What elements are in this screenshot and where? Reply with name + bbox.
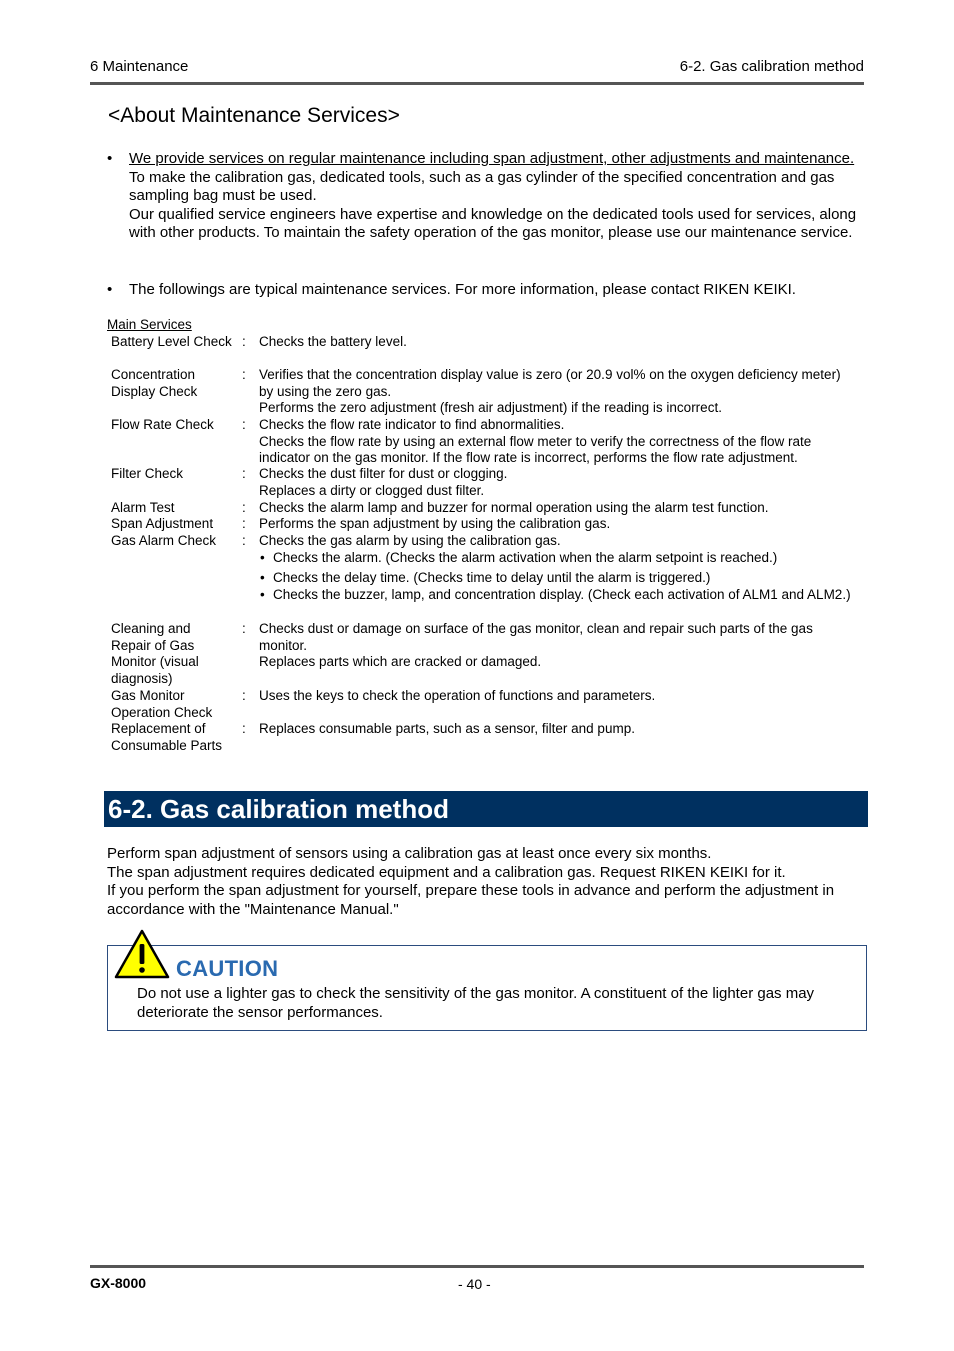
service-desc: Replaces consumable parts, such as a sensor, filter and pump. [259,721,635,736]
footer-rule [90,1265,864,1268]
section-paragraph: The span adjustment requires dedicated equipment and a calibration gas. Request RIKEN KEIKI for it. [107,863,786,881]
service-sub-item: • Checks the delay time. (Checks time to delay until the alarm is triggered.) [259,570,856,587]
footer-page-number: - 40 - [458,1276,491,1292]
service-desc: Replaces a dirty or clogged dust filter. [259,482,485,498]
header-chapter: 6 Maintenance [90,58,189,75]
header-rule [90,82,864,85]
service-name: Concentration Display Check [111,367,198,399]
about-bullet-1-underlined: We provide services on regular maintenance including span adjustment, other adjustments and maintenance. [129,150,855,167]
about-bullet-1-line2: To make the calibration gas, dedicated tools, such as a gas cylinder of the specified concentration and gas sampling bag must be used. [129,168,835,204]
service-desc: Verifies that the concentration display value is zero (or 20.9 vol% on the oxygen deficiency meter) by using the zero gas. [259,367,841,399]
bullet-dot: • [107,150,113,167]
warning-triangle-icon [113,928,171,980]
service-sub-item: • Checks the alarm. (Checks the alarm activation when the alarm setpoint is reached.) [259,550,856,567]
main-services-label: Main Services [107,317,192,332]
service-desc: Checks the alarm lamp and buzzer for normal operation using the alarm test function. [259,500,769,515]
service-desc: Performs the span adjustment by using the calibration gas. [259,516,611,531]
service-desc: Checks the gas alarm by using the calibration gas. [259,533,561,548]
section-paragraph: Perform span adjustment of sensors using a calibration gas at least once every six months. [107,845,712,862]
service-name: Alarm Test [111,500,175,515]
service-desc: Checks the battery level. [259,334,407,349]
service-sub-item: • Checks the buzzer, lamp, and concentration display. (Check each activation of ALM1 and ALM2.) [259,587,856,604]
service-desc: Replaces parts which are cracked or damaged. [259,654,542,670]
service-desc: Checks the flow rate indicator to find abnormalities. [259,417,565,432]
service-desc: Uses the keys to check the operation of functions and parameters. [259,688,656,703]
section-paragraph: If you perform the span adjustment for yourself, prepare these tools in advance and perform the adjustment in accordance with the "Maintenance Manual." [107,882,835,918]
about-heading: <About Maintenance Services> [108,104,400,127]
service-name: Replacement of Consumable Parts [111,721,223,753]
bullet-dot: • [107,281,113,298]
caution-text: Do not use a lighter gas to check the sensitivity of the gas monitor. A constituent of the lighter gas may deteriorate the sensor performances. [137,985,815,1021]
service-name: Gas Alarm Check [111,533,217,548]
service-name: Cleaning and Repair of Gas Monitor (visual diagnosis) [111,621,199,686]
service-desc: Performs the zero adjustment (fresh air adjustment) if the reading is incorrect. [259,400,722,416]
service-name: Flow Rate Check [111,417,214,432]
service-desc: Checks dust or damage on surface of the gas monitor, clean and repair such parts of the gas monitor. [259,621,813,653]
service-name: Span Adjustment [111,516,214,531]
footer-model: GX-8000 [90,1275,147,1291]
section-body [107,845,869,919]
about-bullet-2-text: The followings are typical maintenance services. For more information, please contact RIKEN KEIKI. [129,281,796,298]
header-section: 6-2. Gas calibration method [679,58,864,75]
section-heading: 6-2. Gas calibration method [104,791,868,827]
caution-title: CAUTION [176,956,279,981]
service-name: Battery Level Check [111,334,232,349]
service-desc: Checks the dust filter for dust or clogging. [259,466,508,481]
about-bullet-1-line3: Our qualified service engineers have expertise and knowledge on the dedicated tools used for services, along with other products. To maintain the safety operation of the gas monitor, please use our maintenance service. [129,205,857,241]
service-desc: Checks the flow rate by using an external flow meter to verify the correctness of the flow rate indicator on the gas monitor. If the flow rate is incorrect, performs the flow rate adjustment. [259,433,812,466]
service-name: Filter Check [111,466,184,481]
service-name: Gas Monitor Operation Check [111,688,213,720]
